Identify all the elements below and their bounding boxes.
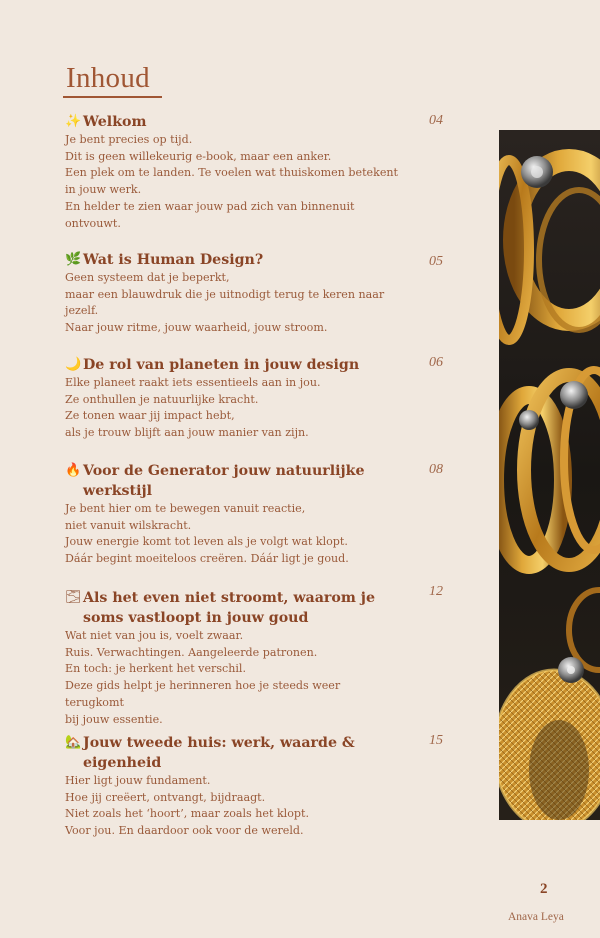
description-line: En toch: je herkent het verschil. bbox=[65, 662, 246, 676]
entry-title: Jouw tweede huis: werk, waarde & eigenheid bbox=[83, 735, 355, 771]
description-line: Deze gids helpt je herinneren hoe je steeds weer terugkomt bbox=[65, 679, 341, 709]
entry-description bbox=[65, 375, 400, 442]
description-line: ontvouwt. bbox=[65, 216, 121, 230]
description-line: Dáár begint moeiteloos creëren. Dáár ligt je goud. bbox=[65, 552, 349, 566]
description-line: En helder te zien waar jouw pad zich van binnenuit bbox=[65, 199, 355, 213]
description-line: Dit is geen willekeurig e-book, maar een anker. bbox=[65, 149, 332, 163]
description-line: maar een blauwdruk die je uitnodigt terug te keren naar bbox=[65, 287, 385, 301]
description-line: jezelf. bbox=[65, 304, 99, 318]
entry-title: Voor de Generator jouw natuurlijke werkstijl bbox=[83, 463, 365, 499]
house-garden-icon: 🏡 bbox=[65, 735, 82, 750]
description-line: Voor jou. En daardoor ook voor de wereld. bbox=[65, 824, 304, 838]
entry-description bbox=[65, 773, 400, 840]
entry-description bbox=[65, 270, 400, 337]
page-number-human-design: 05 bbox=[429, 254, 443, 269]
title-underline bbox=[63, 96, 162, 98]
description-line: in jouw werk. bbox=[65, 183, 142, 197]
description-line: Je bent hier om te bewegen vanuit reactie, bbox=[65, 502, 306, 515]
page-number-welkom: 04 bbox=[429, 113, 443, 128]
gold-bangles-photo bbox=[499, 130, 600, 820]
description-line: Een plek om te landen. Te voelen wat thuiskomen betekent bbox=[65, 166, 398, 180]
description-line: niet vanuit wilskracht. bbox=[65, 518, 192, 532]
sparkles-icon: ✨ bbox=[65, 114, 82, 129]
crescent-moon-icon: 🌙 bbox=[65, 357, 82, 372]
herb-icon: 🌿 bbox=[65, 252, 82, 267]
fire-icon: 🔥 bbox=[65, 463, 82, 478]
page-title: Inhoud bbox=[66, 62, 150, 94]
page-number-tweede-huis: 15 bbox=[429, 733, 443, 748]
footer-author: Anava Leya bbox=[508, 911, 564, 923]
description-line: Niet zoals het ‘hoort’, maar zoals het klopt. bbox=[65, 807, 309, 821]
page-number-generator: 08 bbox=[429, 462, 443, 477]
description-line: als je trouw blijft aan jouw manier van zijn. bbox=[65, 426, 309, 440]
description-line: Je bent precies op tijd. bbox=[65, 133, 193, 146]
toc-entry-tweede-huis[interactable] bbox=[65, 733, 465, 840]
page-number-planeten: 06 bbox=[429, 355, 443, 370]
entry-title: Als het even niet stroomt, waarom je soms vastloopt in jouw goud bbox=[83, 590, 375, 626]
page-number-vastloopt: 12 bbox=[429, 584, 443, 599]
description-line: Naar jouw ritme, jouw waarheid, jouw stroom. bbox=[65, 321, 328, 335]
entry-description bbox=[65, 501, 400, 568]
entry-description bbox=[65, 628, 400, 728]
description-line: Geen systeem dat je beperkt, bbox=[65, 271, 230, 284]
entry-description bbox=[65, 132, 400, 232]
description-line: Hier ligt jouw fundament. bbox=[65, 774, 211, 787]
description-line: Ze tonen waar jij impact hebt, bbox=[65, 409, 235, 423]
footer-page-number: 2 bbox=[540, 881, 548, 897]
description-line: Ruis. Verwachtingen. Aangeleerde patronen. bbox=[65, 645, 318, 659]
fog-icon: 🌫 bbox=[65, 590, 82, 605]
entry-title: Welkom bbox=[83, 114, 147, 130]
toc-entry-generator[interactable] bbox=[65, 461, 465, 568]
entry-title: Wat is Human Design? bbox=[83, 252, 264, 268]
description-line: Ze onthullen je natuurlijke kracht. bbox=[65, 392, 259, 406]
description-line: Jouw energie komt tot leven als je volgt wat klopt. bbox=[65, 535, 348, 549]
description-line: Elke planeet raakt iets essentieels aan in jou. bbox=[65, 376, 321, 389]
entry-title: De rol van planeten in jouw design bbox=[83, 357, 360, 373]
description-line: Wat niet van jou is, voelt zwaar. bbox=[65, 629, 244, 642]
toc-entry-vastloopt[interactable] bbox=[65, 588, 465, 728]
toc-entry-welkom[interactable] bbox=[65, 112, 465, 232]
toc-entry-human-design[interactable] bbox=[65, 250, 465, 337]
toc-entry-planeten[interactable] bbox=[65, 355, 465, 442]
description-line: bij jouw essentie. bbox=[65, 712, 163, 726]
description-line: Hoe jij creëert, ontvangt, bijdraagt. bbox=[65, 790, 266, 804]
